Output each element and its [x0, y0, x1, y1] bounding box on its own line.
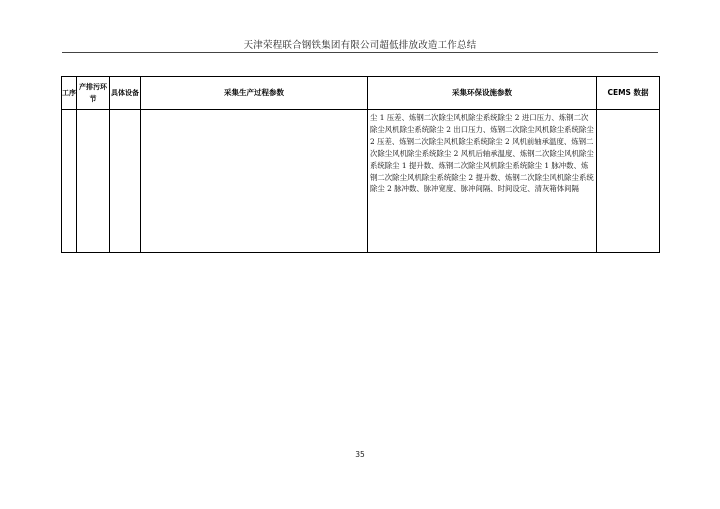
cell-production-params — [141, 110, 368, 253]
header-rule — [62, 52, 658, 53]
cell-pollution-stage — [77, 110, 110, 253]
col-header-equipment: 具体设备 — [110, 77, 141, 110]
col-header-env-params: 采集环保设施参数 — [368, 77, 597, 110]
col-header-pollution-stage: 产排污环节 — [77, 77, 110, 110]
cell-equipment — [110, 110, 141, 253]
col-header-process: 工序 — [62, 77, 77, 110]
page-header-title: 天津荣程联合钢铁集团有限公司超低排放改造工作总结 — [243, 40, 477, 51]
cell-process — [62, 110, 77, 253]
parameter-table — [61, 76, 660, 253]
table-header-row — [62, 77, 660, 110]
col-header-production-params: 采集生产过程参数 — [141, 77, 368, 110]
cell-cems — [597, 110, 660, 253]
col-header-cems: CEMS 数据 — [597, 77, 660, 110]
page-number: 35 — [355, 450, 365, 459]
cell-env-params: 尘 1 压差、炼钢二次除尘风机除尘系统除尘 2 进口压力、炼钢二次除尘风机除尘系统除尘 2 出口压力、炼钢二次除尘风机除尘系统除尘 2 压差、炼钢二次除尘风机除尘系统除尘 2 风机前轴承温度、炼钢二次除尘风机除尘系统除尘 2 风机后轴承温度、炼钢二次除尘风机除尘系统除尘 1 提升数、炼钢二次除尘风机除尘系统除尘 1 脉冲数、炼钢二次除尘风机除尘系统除尘 2 提升数、炼钢二次除尘风机除尘系统除尘 2 脉冲数、脉冲宽度、脉冲间隔、时间设定、清灰箱体间隔 — [368, 110, 597, 253]
table-row — [62, 110, 660, 253]
